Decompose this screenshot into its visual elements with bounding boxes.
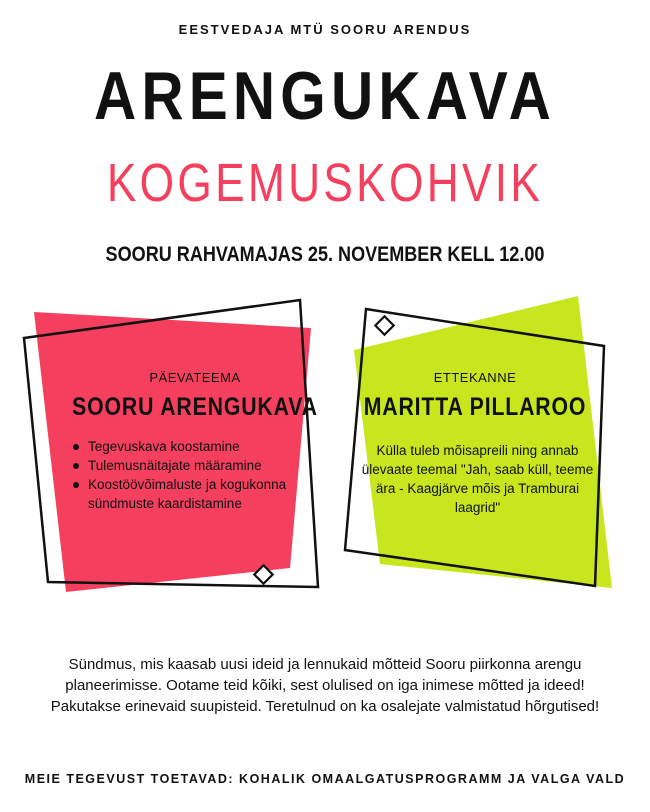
- organizer-line: EESTVEDAJA MTÜ SOORU ARENDUS: [178, 22, 472, 37]
- supporters-line: MEIE TEGEVUST TOETAVAD: KOHALIK OMAALGATUSPROGRAMM JA VALGA VALD: [24, 772, 626, 786]
- subtitle: KOGEMUSKOHVIK: [106, 153, 544, 213]
- list-item: Tulemusnäitajate määramine: [70, 456, 330, 475]
- main-title: ARENGUKAVA: [93, 58, 557, 134]
- left-card-label: PÄEVATEEMA: [149, 370, 241, 385]
- right-card-text: Külla tuleb mõisapreili ning annab ülevaate teemal "Jah, saab küll, teeme ära - Kaagjärve mõis ja Tramburai laagrid": [361, 443, 594, 515]
- list-item: Koostöövõimaluste ja kogukonna sündmuste kaardistamine: [70, 475, 330, 513]
- right-diamond-icon: [375, 316, 393, 334]
- event-description: Sündmus, mis kaasab uusi ideid ja lennukaid mõtteid Sooru piirkonna arengu planeerimisse. Ootame teid kõiki, sest olulised on iga inimese mõtted ja ideed! Pakutakse erinevaid suupisteid. Teretulnud on ka osalejate valmistatud hõrgutised!: [50, 656, 600, 715]
- left-card-list: [70, 437, 330, 513]
- right-card-label: ETTEKANNE: [433, 370, 517, 385]
- event-time-place: SOORU RAHVAMAJAS 25. NOVEMBER KELL 12.00: [105, 243, 545, 266]
- left-card-title: SOORU ARENGUKAVA: [72, 393, 318, 421]
- list-item: Tegevuskava koostamine: [70, 437, 330, 456]
- right-card-title: MARITTA PILLAROO: [363, 393, 587, 421]
